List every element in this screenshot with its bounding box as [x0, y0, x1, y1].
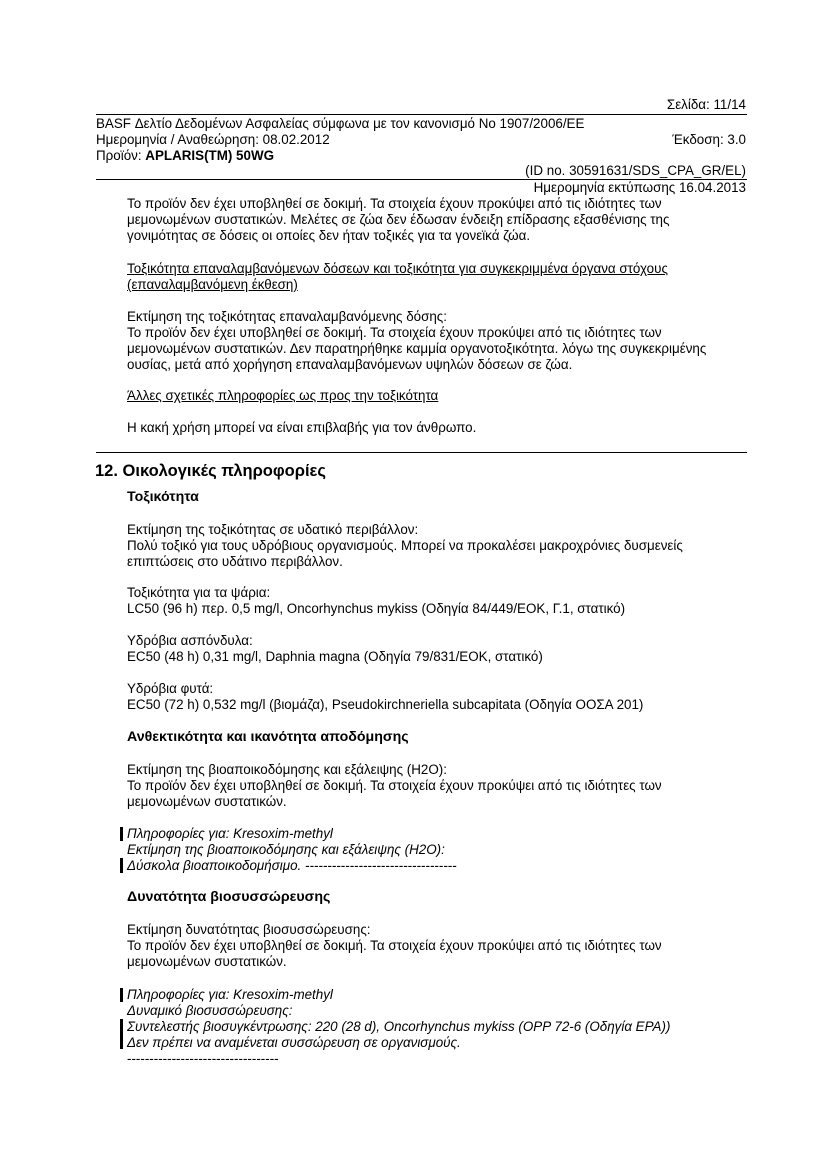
degradation-component-info	[127, 826, 747, 874]
text-line: μεμονωμένων συστατικών. Μελέτες σε ζώα δεν έδωσαν ένδειξη επίδρασης εξασθένισης της	[127, 212, 670, 227]
text-line: ουσίας, μετά από χορήγηση επαναλαμβανόμενων υψηλών δόσεων σε ζώα.	[127, 357, 573, 372]
text-line: Δύσκολα βιοαποικοδομήσιμο. ----------------------------------	[127, 858, 457, 873]
bioaccumulation-text	[127, 922, 747, 970]
fish-value: LC50 (96 h) περ. 0,5 mg/l, Oncorhynchus mykiss (Οδηγία 84/449/ΕΟΚ, Γ.1, στατικό)	[127, 601, 626, 616]
text-line: ----------------------------------	[127, 1051, 279, 1066]
text-line: Πολύ τοξικό για τους υδρόβιους οργανισμούς. Μπορεί να προκαλέσει μακροχρόνιες δυσμενείς	[127, 538, 683, 553]
text-line: γονιμότητας σε δόσεις οι οποίες δεν ήταν τοξικές για τα γονεϊκά ζώα.	[127, 228, 531, 243]
section-12-title: 12. Οικολογικές πληροφορίες	[95, 462, 326, 480]
text-line: Το προϊόν δεν έχει υποβληθεί σε δοκιμή. Τα στοιχεία έχουν προκύψει από τις ιδιότητες των	[127, 325, 662, 340]
product-line	[96, 148, 274, 164]
text-line: Εκτίμηση της βιοαποικοδόμησης και εξάλειψης (H2O):	[127, 762, 447, 777]
fish-label: Τοξικότητα για τα ψάρια:	[127, 585, 271, 600]
change-bar	[120, 988, 123, 1002]
text-line: Εκτίμηση της βιοαποικοδόμησης και εξάλειψης (H2O):	[127, 842, 445, 857]
text-line: Το προϊόν δεν έχει υποβληθεί σε δοκιμή. Τα στοιχεία έχουν προκύψει από τις ιδιότητες των	[127, 196, 662, 211]
other-info-heading: Άλλες σχετικές πληροφορίες ως προς την τοξικότητα	[127, 388, 439, 403]
product-name: APLARIS(TM) 50WG	[145, 148, 274, 163]
version: Έκδοση: 3.0	[672, 132, 746, 147]
other-info-text: Η κακή χρήση μπορεί να είναι επιβλαβής για τον άνθρωπο.	[127, 420, 477, 435]
product-label: Προϊόν:	[96, 148, 146, 163]
plants-value: EC50 (72 h) 0,532 mg/l (βιομάζα), Pseudokirchneriella subcapitata (Οδηγία ΟΟΣΑ 201)	[127, 697, 644, 712]
text-line: Πληροφορίες για: Kresoxim-methyl	[127, 987, 333, 1002]
heading-line: Τοξικότητα επαναλαμβανόμενων δόσεων και τοξικότητα για συγκεκριμμένα όργανα στόχους	[127, 261, 668, 276]
text-line: μεμονωμένων συστατικών.	[127, 794, 287, 809]
revision-date: Ημερομηνία / Αναθεώρηση: 08.02.2012	[96, 132, 330, 147]
repeated-dose-heading	[127, 261, 747, 293]
header-rule-top	[96, 114, 747, 115]
toxicity-heading: Τοξικότητα	[127, 489, 199, 505]
degradation-text	[127, 762, 747, 810]
text-line: Συντελεστής βιοσυγκέντρωσης: 220 (28 d), Oncorhynchus mykiss (OPP 72-6 (Οδηγία EPA))	[127, 1019, 671, 1034]
fish-toxicity	[127, 585, 747, 617]
change-bar	[120, 827, 123, 841]
document-title: BASF Δελτίο Δεδομένων Ασφαλείας σύμφωνα με τον κανονισμό Νο 1907/2006/ΕΕ	[96, 116, 585, 131]
change-bar	[120, 858, 123, 873]
plants-label: Υδρόβια φυτά:	[127, 681, 214, 696]
heading-line: (επαναλαμβανόμενη έκθεση)	[127, 277, 298, 292]
bioaccumulation-component-info	[127, 987, 747, 1067]
text-line: Δυναμικό βιοσυσσώρευσης:	[127, 1003, 293, 1018]
degradation-heading: Ανθεκτικότητα και ικανότητα αποδόμησης	[127, 729, 409, 745]
text-line: Εκτίμηση της τοξικότητας επαναλαμβανόμενης δόσης:	[127, 309, 447, 324]
plant-toxicity	[127, 681, 747, 713]
aquatic-toxicity-text	[127, 522, 747, 570]
text-line: Το προϊόν δεν έχει υποβληθεί σε δοκιμή. Τα στοιχεία έχουν προκύψει από τις ιδιότητες των	[127, 938, 662, 953]
print-date: Ημερομηνία εκτύπωσης 16.04.2013	[533, 180, 746, 195]
text-line: επιπτώσεις στο υδάτινο περιβάλλον.	[127, 554, 343, 569]
text-line: Εκτίμηση της τοξικότητας σε υδατικό περιβάλλον:	[127, 522, 419, 537]
invertebrate-value: EC50 (48 h) 0,31 mg/l, Daphnia magna (Οδηγία 79/831/ΕΟΚ, στατικό)	[127, 649, 543, 664]
text-line: Δεν πρέπει να αναμένεται συσσώρευση σε οργανισμούς.	[127, 1035, 461, 1050]
text-line: Πληροφορίες για: Kresoxim-methyl	[127, 826, 333, 841]
text-line: μεμονωμένων συστατικών.	[127, 954, 287, 969]
invertebrate-toxicity	[127, 633, 747, 665]
repeated-dose-text	[127, 309, 747, 373]
text-line: μεμονωμένων συστατικών. Δεν παρατηρήθηκε καμμία οργανοτοξικότητα. λόγω της συγκεκριμένης	[127, 341, 707, 356]
id-number: (ID no. 30591631/SDS_CPA_GR/EL)	[525, 163, 746, 178]
bioaccumulation-heading: Δυνατότητα βιοσυσσώρευσης	[127, 889, 331, 905]
page-number: Σελίδα: 11/14	[666, 97, 746, 112]
change-bar	[120, 1019, 123, 1049]
reproductive-toxicity-text	[127, 196, 747, 244]
invertebrate-label: Υδρόβια ασπόνδυλα:	[127, 633, 253, 648]
text-line: Εκτίμηση δυνατότητας βιοσυσσώρευσης:	[127, 922, 371, 937]
text-line: Το προϊόν δεν έχει υποβληθεί σε δοκιμή. Τα στοιχεία έχουν προκύψει από τις ιδιότητες των	[127, 778, 662, 793]
section-divider	[96, 452, 747, 453]
